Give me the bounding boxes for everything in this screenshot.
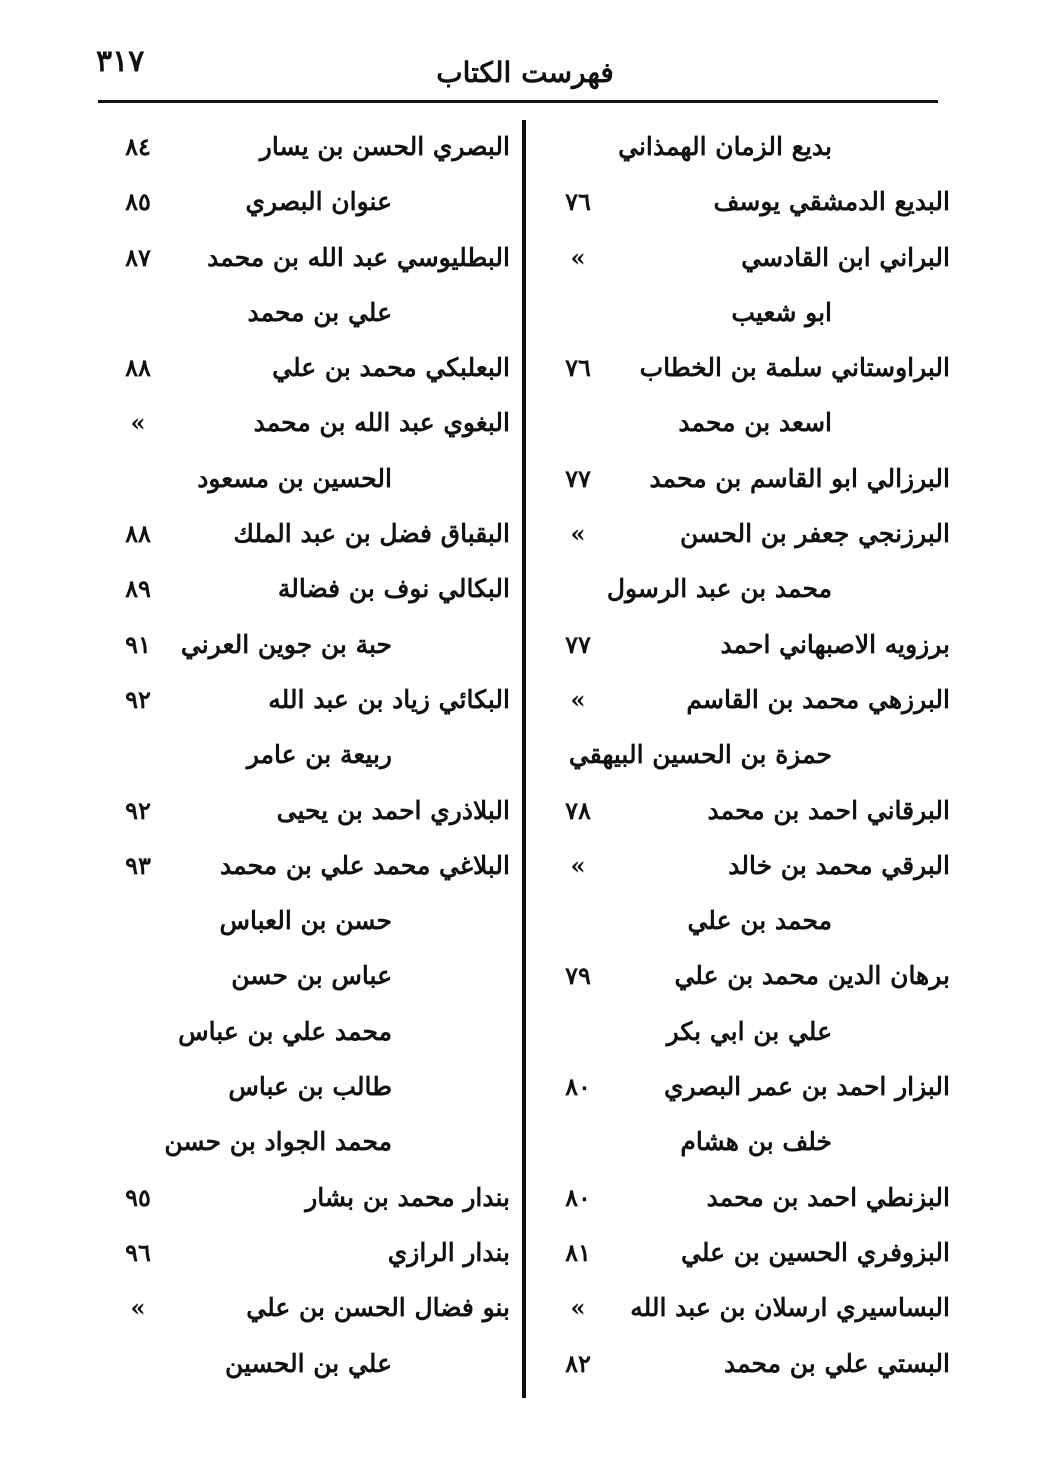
entry-page-number: ٨٠ [565,1072,591,1102]
index-entry [550,622,950,677]
index-entry [110,1009,510,1064]
entry-name: البراني ابن القادسي [741,242,950,272]
entry-name: الحسين بن مسعود [197,463,392,493]
entry-name: البستي علي بن محمد [723,1348,950,1378]
index-entry [110,511,510,566]
entry-page-number: « [130,408,146,438]
entry-name: عباس بن حسن [231,961,392,991]
index-entry [550,1230,950,1285]
entry-page-number: ٩٢ [125,795,151,825]
entry-name: علي بن الحسين [224,1348,392,1378]
index-entry [110,898,510,953]
index-entry [110,732,510,787]
entry-page-number: ٩٣ [125,850,151,880]
header-rule [98,100,938,103]
entry-page-number: ٨٥ [125,187,151,217]
index-entry [550,1064,950,1119]
entry-name: البساسيري ارسلان بن عبد الله [630,1293,950,1323]
index-entry [110,1341,510,1396]
entry-name: البرزهي محمد بن القاسم [686,684,950,714]
index-entry [110,622,510,677]
entry-name: محمد علي بن عباس [178,1016,392,1046]
index-entry [110,290,510,345]
index-column-left [110,124,510,1396]
entry-page-number: ٩٢ [125,684,151,714]
index-entry [110,1285,510,1340]
entry-name: برزويه الاصبهاني احمد [720,629,950,659]
index-entry [110,788,510,843]
index-entry [550,400,950,455]
entry-name: البزوفري الحسين بن علي [681,1237,950,1267]
index-entry [110,1175,510,1230]
index-entry [550,953,950,1008]
index-entry [550,456,950,511]
entry-page-number: ٧٦ [565,187,591,217]
index-entry [110,345,510,400]
entry-page-number: « [570,519,586,549]
entry-page-number: ٧٩ [565,961,591,991]
column-divider [522,120,526,1398]
entry-name: برهان الدين محمد بن علي [674,961,950,991]
entry-name: البراوستاني سلمة بن الخطاب [639,353,950,383]
index-entry [110,456,510,511]
index-entry [110,843,510,898]
index-entry [550,235,950,290]
entry-name: علي بن ابي بكر [666,1016,832,1046]
index-column-right [550,124,950,1396]
entry-name: البلاذري احمد بن يحيى [276,795,510,825]
entry-name: بنو فضال الحسن بن علي [246,1293,510,1323]
entry-name: علي بن محمد [247,297,392,327]
entry-name: حسن بن العباس [219,906,392,936]
index-entry [550,677,950,732]
index-entry [550,843,950,898]
entry-name: البكائي زياد بن عبد الله [268,684,510,714]
index-entry [110,400,510,455]
entry-page-number: ٧٨ [565,795,591,825]
entry-name: البكالي نوف بن فضالة [277,574,510,604]
index-entry [110,677,510,732]
index-entry [550,732,950,787]
entry-name: ربيعة بن عامر [246,740,392,770]
entry-name: خلف بن هشام [680,1127,832,1157]
index-entry [550,179,950,234]
index-entry [550,124,950,179]
entry-name: حمزة بن الحسين البيهقي [568,740,832,770]
entry-page-number: ٧٧ [565,629,591,659]
index-entry [550,345,950,400]
index-entry [110,235,510,290]
entry-name: البلاغي محمد علي بن محمد [220,850,510,880]
entry-page-number: ٩٥ [125,1182,151,1212]
index-entry [110,124,510,179]
index-entry [110,179,510,234]
entry-name: بندار محمد بن بشار [305,1182,510,1212]
index-entry [110,1230,510,1285]
entry-name: بندار الرازي [387,1237,510,1267]
entry-page-number: « [570,850,586,880]
entry-name: البديع الدمشقي يوسف [713,187,950,217]
index-entry [550,290,950,345]
entry-name: البزنطي احمد بن محمد [706,1182,950,1212]
entry-name: محمد بن عبد الرسول [606,574,832,604]
entry-page-number: ٧٦ [565,353,591,383]
entry-name: البطليوسي عبد الله بن محمد [207,242,510,272]
entry-page-number: ٨٧ [125,242,151,272]
entry-name: عنوان البصري [245,187,392,217]
entry-page-number: ٨٤ [125,132,151,161]
entry-name: البعلبكي محمد بن علي [272,353,510,383]
index-entry [550,1285,950,1340]
entry-page-number: ٩٦ [125,1237,151,1267]
entry-name: البرقاني احمد بن محمد [707,795,950,825]
page-number: ٣١٧ [96,44,145,79]
entry-name: البرزالي ابو القاسم بن محمد [649,463,950,493]
index-entry [550,1119,950,1174]
entry-page-number: ٨٠ [565,1182,591,1212]
entry-page-number: « [130,1293,146,1323]
index-entry [550,1009,950,1064]
entry-page-number: « [570,242,586,272]
index-entry [550,511,950,566]
entry-name: بديع الزمان الهمذاني [618,132,832,161]
entry-page-number: ٨٢ [565,1348,591,1378]
index-entry [550,898,950,953]
entry-name: طالب بن عباس [228,1072,392,1102]
index-entry [550,1341,950,1396]
entry-page-number: ٧٧ [565,463,591,493]
entry-name: البغوي عبد الله بن محمد [253,408,510,438]
entry-page-number: ٨٩ [125,574,151,604]
entry-page-number: ٨٨ [125,519,151,549]
entry-name: البصري الحسن بن يسار [259,132,510,161]
entry-name: البقباق فضل بن عبد الملك [233,519,510,549]
entry-name: البزار احمد بن عمر البصري [663,1072,950,1102]
entry-name: ابو شعيب [731,297,832,327]
entry-name: حبة بن جوين العرني [180,629,392,659]
entry-name: اسعد بن محمد [678,408,832,438]
entry-page-number: ٨٨ [125,353,151,383]
index-entry [550,566,950,621]
entry-page-number: ٨١ [565,1237,591,1267]
entry-name: محمد بن علي [687,906,832,936]
entry-page-number: ٩١ [125,629,151,659]
entry-page-number: « [570,684,586,714]
index-entry [110,1119,510,1174]
entry-name: البرزنجي جعفر بن الحسن [680,519,950,549]
index-entry [110,566,510,621]
index-entry [550,1175,950,1230]
index-entry [550,788,950,843]
index-entry [110,953,510,1008]
entry-page-number: « [570,1293,586,1323]
entry-name: البرقي محمد بن خالد [728,850,950,880]
index-entry [110,1064,510,1119]
running-head: فهرست الكتاب [436,56,614,89]
entry-name: محمد الجواد بن حسن [164,1127,392,1157]
